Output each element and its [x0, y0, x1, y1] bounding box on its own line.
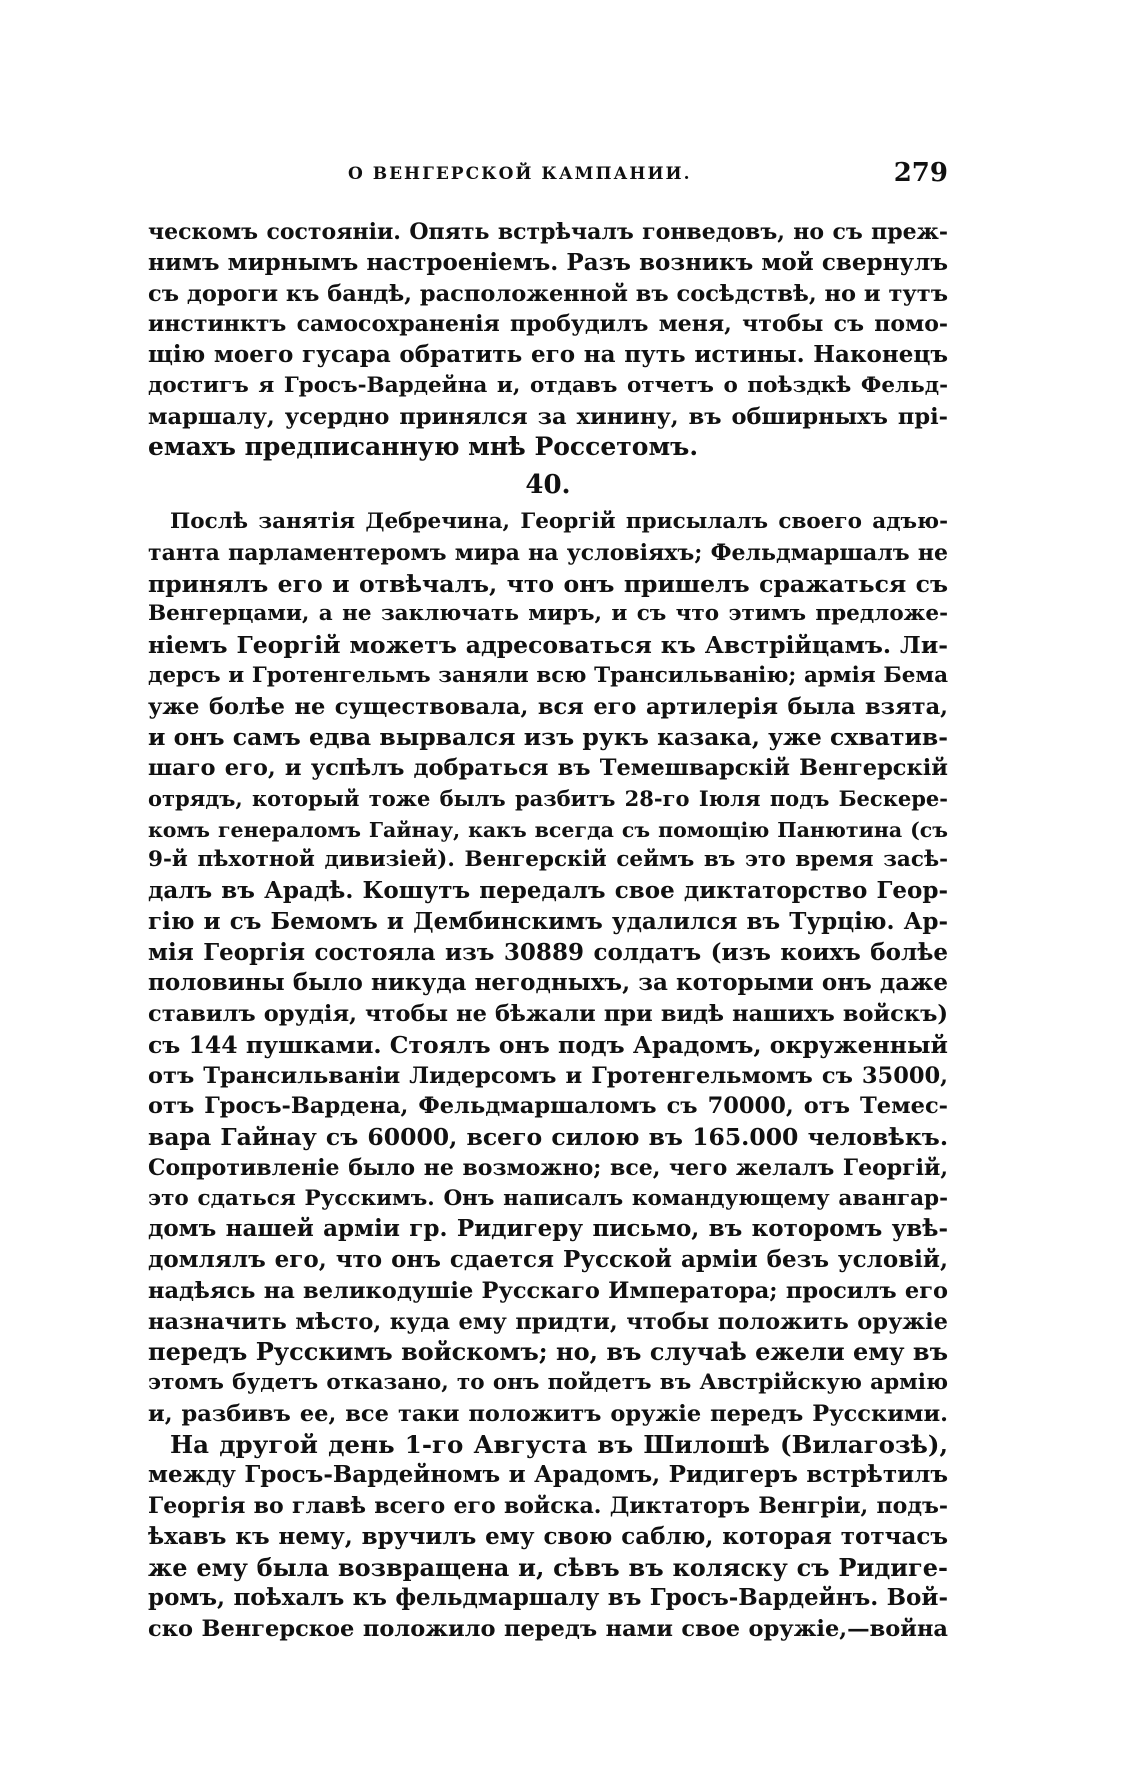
text-line: На другой день 1-го Августа въ Шилошѣ (Вилагозѣ),: [170, 1429, 948, 1459]
text-line: между Гросъ-Вардейномъ и Арадомъ, Ридигеръ встрѣтилъ: [148, 1461, 948, 1489]
text-line: назначить мѣсто, куда ему придти, чтобы положить оружiе: [148, 1308, 948, 1335]
running-head: [148, 158, 948, 194]
text-line: маршалу, усердно принялся за хинину, въ обширныхъ прi-: [148, 403, 948, 430]
text-line: домлялъ его, что онъ сдается Русской армiи безъ условiй,: [148, 1246, 948, 1273]
section-number: 40.: [525, 470, 571, 500]
text-line: достигъ я Гросъ-Вардейна и, отдавъ отчетъ о поѣздкѣ Фельд-: [148, 372, 948, 398]
text-line: половины было никуда негодныхъ, за которыми онъ даже: [148, 969, 948, 997]
text-line: принялъ его и отвѣчалъ, что онъ пришелъ сражаться съ: [148, 569, 948, 598]
text-line: надѣясь на великодушiе Русскаго Императора; просилъ его: [148, 1277, 948, 1304]
paragraph-1: [148, 217, 948, 463]
text-line: уже болѣе не существовала, вся его артилерiя была взята,: [148, 693, 948, 720]
text-line: комъ генераломъ Гайнау, какъ всегда съ помощiю Панютина (съ: [148, 817, 948, 842]
running-title: О ВЕНГЕРСКОЙ КАМПАНИИ.: [348, 164, 692, 184]
text-line: и онъ самъ едва вырвался изъ рукъ казака, уже схватив-: [148, 723, 948, 752]
text-line: нимъ мирнымъ настроенiемъ. Разъ возникъ мой свернулъ: [148, 248, 948, 276]
text-line: ставилъ орудiя, чтобы не бѣжали при видѣ нашихъ войскъ): [148, 1001, 948, 1027]
text-line: щiю моего гусара обратить его на путь истины. Наконецъ: [148, 341, 948, 368]
text-line: ческомъ состоянiи. Опять встрѣчалъ гонведовъ, но съ преж-: [148, 219, 948, 245]
text-line: емахъ предписанную мнѣ Россетомъ.: [148, 432, 699, 462]
paragraph-2: [148, 507, 948, 1430]
text-line: Георгiя во главѣ всего его войска. Диктаторъ Венгрiи, подъ-: [148, 1493, 948, 1519]
text-line: ромъ, поѣхалъ къ фельдмаршалу въ Гросъ-Вардейнъ. Вой-: [148, 1584, 948, 1612]
text-line: вара Гайнау съ 60000, всего силою въ 165.000 человѣкъ.: [148, 1123, 948, 1151]
text-line: далъ въ Арадѣ. Кошутъ передалъ свое диктаторство Геор-: [148, 877, 948, 904]
text-line: мiя Георгiя состояла изъ 30889 солдатъ (изъ коихъ болѣе: [148, 938, 948, 966]
text-line: отъ Гросъ-Вардена, Фельдмаршаломъ съ 70000, отъ Темес-: [148, 1093, 948, 1120]
text-line: инстинктъ самосохраненiя пробудилъ меня, чтобы съ помо-: [148, 311, 948, 338]
text-line: же ему была возвращена и, сѣвъ въ коляску съ Ридиге-: [148, 1552, 948, 1582]
text-line: и, разбивъ ее, все таки положитъ оружiе передъ Русскими.: [148, 1400, 948, 1427]
text-line: Венгерцами, а не заключать миръ, и съ что этимъ предложе-: [148, 601, 948, 627]
text-line: передъ Русскимъ войскомъ; но, въ случаѣ ежели ему въ: [148, 1337, 948, 1367]
body-text: [148, 217, 948, 1645]
text-line: Сопротивленiе было не возможно; все, чего желалъ Георгiй,: [148, 1154, 948, 1181]
text-line: гiю и съ Бемомъ и Дембинскимъ удалился въ Турцiю. Ар-: [148, 907, 948, 935]
text-line: шаго его, и успѣлъ добраться въ Темешварскiй Венгерскiй: [148, 755, 948, 781]
text-line: этомъ будетъ отказано, то онъ пойдетъ въ Австрiйскую армiю: [148, 1370, 948, 1395]
text-line: это сдаться Русскимъ. Онъ написалъ командующему авангар-: [148, 1185, 948, 1211]
text-line: танта парламентеромъ мира на условiяхъ; Фельдмаршалъ не: [148, 539, 948, 566]
text-line: 9-й пѣхотной дивизiей). Венгерскiй сеймъ въ это время засѣ-: [148, 847, 948, 873]
page-number: 279: [893, 158, 948, 188]
text-line: отъ Трансильванiи Лидерсомъ и Гротенгельмомъ съ 35000,: [148, 1062, 948, 1089]
text-line: Послѣ занятiя Дебречина, Георгiй присылалъ своего адъю-: [170, 509, 948, 534]
text-line: домъ нашей армiи гр. Ридигеру письмо, въ которомъ увѣ-: [148, 1215, 948, 1243]
text-line: ѣхавъ къ нему, вручилъ ему свою саблю, которая тотчасъ: [148, 1522, 948, 1550]
text-line: дерсъ и Гротенгельмъ заняли всю Трансильванiю; армiя Бема: [148, 662, 948, 688]
text-line: нiемъ Георгiй можетъ адресоваться къ Австрiйцамъ. Ли-: [148, 631, 948, 659]
text-line: ско Венгерское положило передъ нами свое оружiе,—война: [148, 1616, 948, 1642]
paragraph-3: [148, 1430, 948, 1645]
text-line: отрядъ, который тоже былъ разбитъ 28-го Iюля подъ Бескере-: [148, 785, 948, 811]
text-line: съ 144 пушками. Стоялъ онъ подъ Арадомъ, окруженный: [148, 1030, 948, 1059]
text-line: съ дороги къ бандѣ, расположенной въ сосѣдствѣ, но и тутъ: [148, 280, 948, 307]
